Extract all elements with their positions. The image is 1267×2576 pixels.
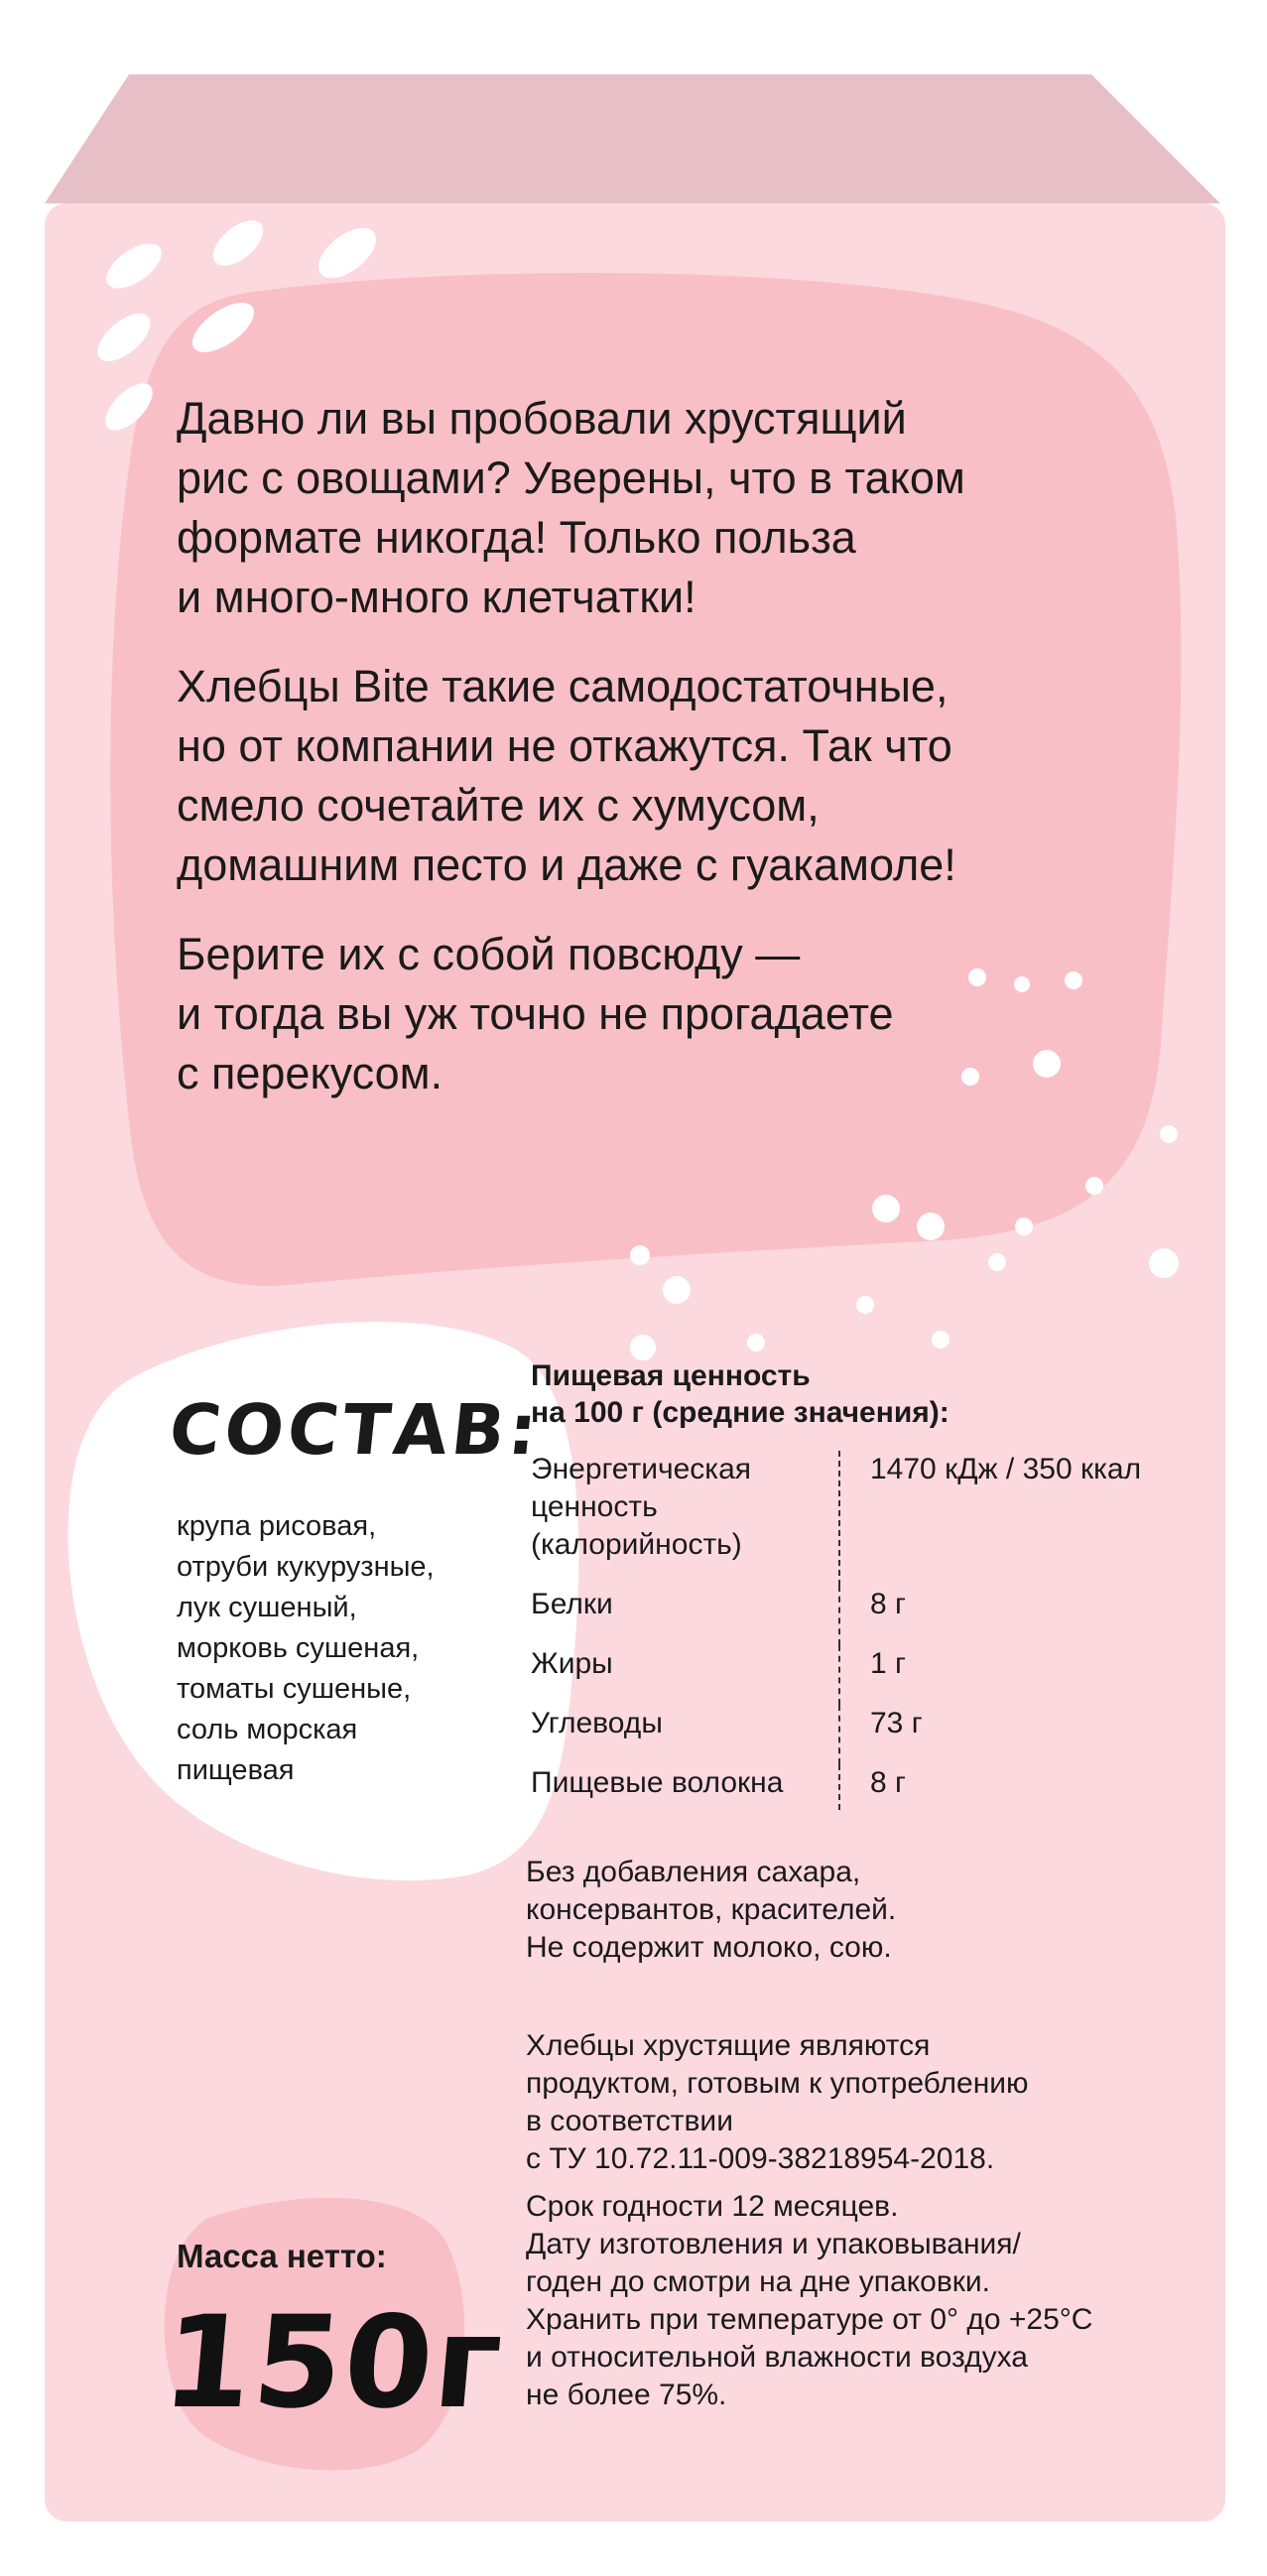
- nutrition-table: [531, 1451, 1205, 1810]
- net-weight-value: [157, 2282, 510, 2437]
- intro-paragraph-1: Давно ли вы пробовали хрустящий рис с овощами? Уверены, что в таком формате никогда! Только польза и много-много клетчатки!: [177, 393, 965, 622]
- composition-title: [165, 1384, 545, 1474]
- dashed-divider: [838, 1451, 840, 1586]
- nutrition-label: Белки: [531, 1588, 613, 1620]
- standard-note: Хлебцы хрустящие являются продуктом, готовым к употреблению в соответствии с ТУ 10.72.11-009-38218954-2018.: [526, 2029, 1029, 2175]
- storage-note: Срок годности 12 месяцев. Дату изготовления и упаковывания/ годен до смотри на дне упаковки. Хранить при температуре от 0° до +25°С и относительной влажности воздуха не более 75%.: [526, 2190, 1093, 2411]
- nutrition-row: [531, 1645, 1205, 1705]
- rice-grain: [89, 305, 159, 370]
- ingredient-item: томаты сушеные,: [177, 1673, 412, 1705]
- dashed-divider: [838, 1645, 840, 1705]
- nutrition-label: Углеводы: [531, 1707, 663, 1739]
- nutrition-row: [531, 1764, 1205, 1810]
- ingredient-item: лук сушеный,: [177, 1592, 357, 1623]
- rice-grain: [310, 218, 385, 288]
- nutrition-value: 1470 кДж / 350 ккал: [870, 1453, 1142, 1485]
- nutrition-label: Пищевые волокна: [531, 1766, 784, 1799]
- nutrition-row: [531, 1586, 1205, 1645]
- svg-text:СОСТАВ:: СОСТАВ:: [165, 1389, 545, 1471]
- nutrition-value: 8 г: [870, 1588, 906, 1620]
- rice-grain: [205, 211, 272, 274]
- dashed-divider: [838, 1764, 840, 1810]
- ingredient-item: пищевая: [177, 1754, 295, 1786]
- ingredient-item: отруби кукурузные,: [177, 1551, 435, 1583]
- nutrition-value: 73 г: [870, 1707, 923, 1739]
- nutrition-row: [531, 1705, 1205, 1764]
- no-additives-note: Без добавления сахара, консервантов, красителей. Не содержит молоко, сою.: [526, 1856, 897, 1964]
- nutrition-row: [531, 1451, 1205, 1586]
- nutrition-label: Жиры: [531, 1647, 613, 1680]
- dashed-divider: [838, 1586, 840, 1645]
- net-weight-label: Масса нетто:: [177, 2238, 387, 2274]
- svg-text:150г: 150г: [157, 2289, 510, 2437]
- nutrition-value: 8 г: [870, 1766, 906, 1799]
- nutrition-value: 1 г: [870, 1647, 906, 1680]
- rice-grain: [99, 235, 170, 298]
- ingredient-item: крупа рисовая,: [177, 1510, 377, 1542]
- ingredient-item: соль морская: [177, 1714, 358, 1745]
- dashed-divider: [838, 1705, 840, 1764]
- ingredients-list: [177, 1506, 504, 1791]
- intro-text: [177, 389, 1109, 1133]
- intro-paragraph-3: Берите их с собой повсюду — и тогда вы уж точно не прогадаете с перекусом.: [177, 929, 894, 1098]
- intro-paragraph-2: Хлебцы Bite такие самодостаточные, но от компании не откажутся. Так что смело сочетайте их с хумусом, домашним песто и даже с гуакамоле!: [177, 661, 956, 890]
- nutrition-title: Пищевая ценность на 100 г (средние значения):: [531, 1359, 950, 1429]
- nutrition-label: Энергетическая ценность (калорийность): [531, 1453, 751, 1561]
- ingredient-item: морковь сушеная,: [177, 1632, 420, 1664]
